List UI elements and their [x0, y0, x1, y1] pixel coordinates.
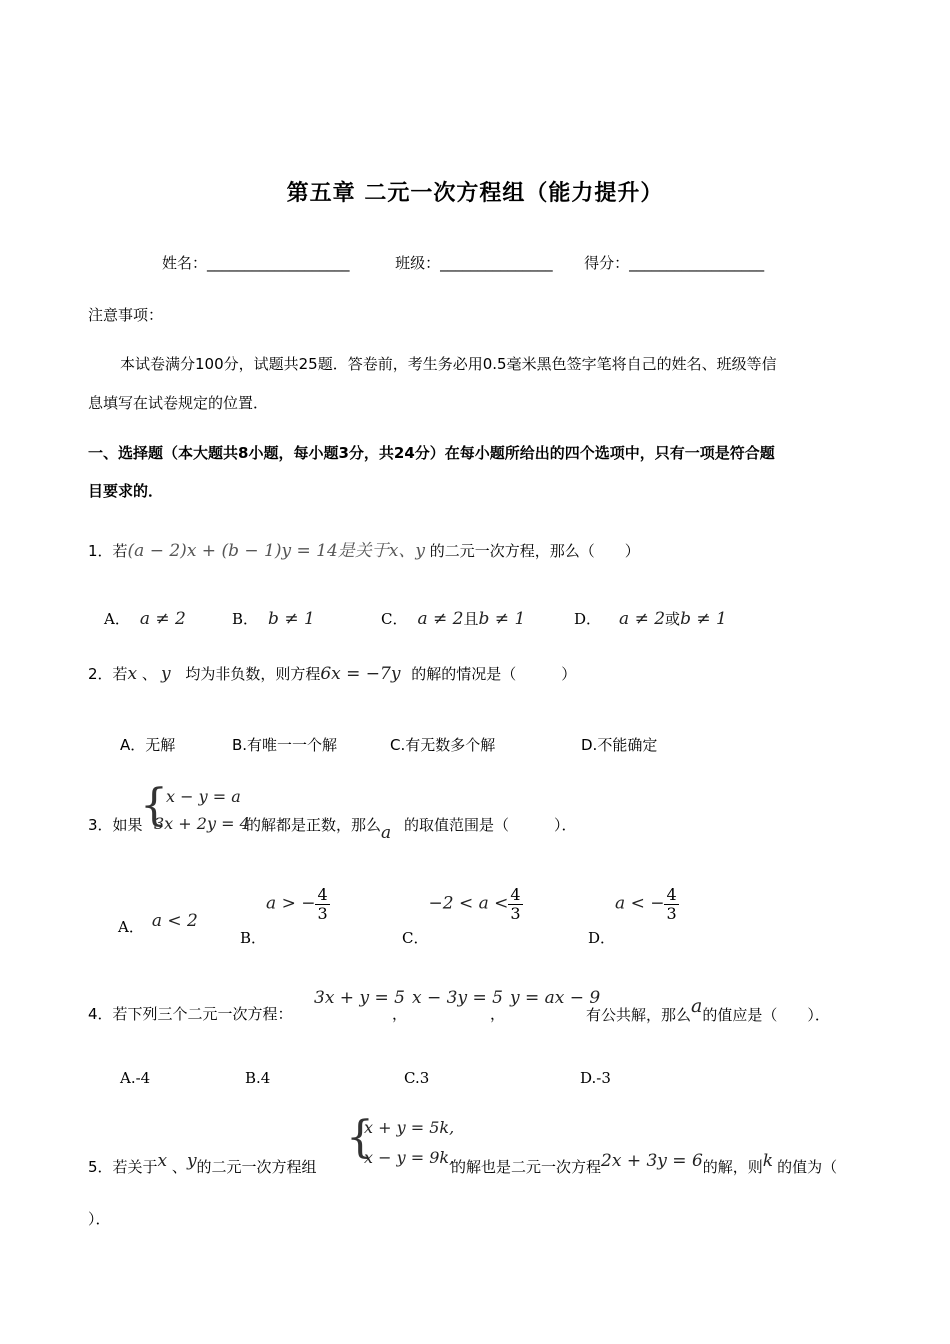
q5-system-line-2: x − y = 9k,	[364, 1148, 455, 1167]
section-heading-line-2: 目要求的．	[88, 482, 164, 500]
page-title: 第五章 二元一次方程组（能力提升）	[286, 181, 664, 206]
q4-equation-3: y = ax − 9	[510, 988, 601, 1008]
q2-option-a[interactable]: A．无解	[120, 736, 176, 754]
q4-equation-2: x − 3y = 5	[412, 988, 503, 1008]
q3-option-c[interactable]: C．−2 < a < $\frac{4}{3}$	[402, 885, 521, 947]
q2-option-c[interactable]: C.有无数多个解	[390, 736, 496, 754]
q4-option-d[interactable]: D.-3	[580, 1069, 611, 1087]
q5-system-line-1: x + y = 5k,	[364, 1118, 455, 1137]
q3-system-line-1: x − y = a	[166, 787, 241, 806]
notice-line-2: 息填写在试卷规定的位置．	[88, 394, 269, 412]
question-3: 的解都是正数，那么a 的取值范围是（ ）．	[246, 816, 577, 843]
q5-line-2: ）．	[88, 1210, 111, 1228]
q4-option-b[interactable]: B.4	[245, 1069, 271, 1087]
notice-heading: 注意事项：	[88, 306, 164, 324]
question-2: 2．若x 、 y 均为非负数，则方程6x = −7y 的解的情况是（ ）	[88, 664, 577, 684]
q1-number: 1．若	[88, 542, 128, 560]
score-blank: __________________	[629, 254, 765, 272]
name-label: 姓名：	[162, 254, 208, 272]
score-label: 得分：	[584, 254, 630, 272]
q1-equation: (a − 2)x + (b − 1)y = 14是关于x、y	[127, 541, 425, 561]
q5-tail: 的解也是二元一次方程2x + 3y = 6的解，则k 的值为（	[451, 1151, 838, 1176]
q4-tail: 有公共解，那么a的值应是（ ）．	[586, 995, 830, 1024]
q2-option-d[interactable]: D.不能确定	[581, 736, 658, 754]
q5-system-brace: {	[346, 1112, 374, 1163]
question-1	[88, 536, 640, 561]
q1-option-c[interactable]: C． a ≠ 2且b ≠ 1	[381, 609, 526, 629]
q3-system-brace: {	[140, 780, 168, 831]
q4-option-a[interactable]: A.-4	[120, 1069, 151, 1087]
q3-system-line-2: 3x + 2y = 4	[154, 814, 250, 833]
q1-option-b[interactable]: B． b ≠ 1	[232, 609, 315, 629]
q4-comma-1: ，	[392, 1005, 408, 1023]
section-heading-line-1: 一、选择题（本大题共8小题，每小题3分，共24分）在每小题所给出的四个选项中，只有一项是符合题	[88, 444, 775, 462]
q4-option-c[interactable]: C.3	[404, 1069, 430, 1087]
q4-number: 4．若下列三个二元一次方程：	[88, 1005, 293, 1023]
q2-option-b[interactable]: B.有唯一一个解	[232, 736, 338, 754]
class-label: 班级：	[395, 254, 441, 272]
q3-option-b[interactable]: B．a > − $\frac{4}{3}$	[240, 885, 328, 947]
q3-option-a[interactable]: A． a < 2	[118, 911, 198, 936]
class-blank: _______________	[440, 254, 553, 272]
notice-line-1: 本试卷满分100分，试题共25题．答卷前，考生务必用0.5毫米黑色签字笔将自己的姓名、班级等信	[120, 355, 777, 373]
name-blank: ___________________	[207, 254, 350, 272]
q3-number: 3．如果	[88, 816, 143, 834]
q3-option-d[interactable]: D．a < − $\frac{4}{3}$	[588, 885, 677, 947]
q4-equation-1: 3x + y = 5	[314, 988, 405, 1008]
q1-option-a[interactable]: A． a ≠ 2	[104, 609, 186, 629]
q1-tail: 的二元一次方程，那么（ ）	[429, 542, 640, 560]
question-5: 5．若关于x 、y的二元一次方程组	[88, 1151, 317, 1176]
q1-option-d[interactable]: D． a ≠ 2或b ≠ 1	[574, 609, 727, 629]
q4-comma-2: ，	[490, 1005, 506, 1023]
student-info-line	[162, 252, 764, 273]
